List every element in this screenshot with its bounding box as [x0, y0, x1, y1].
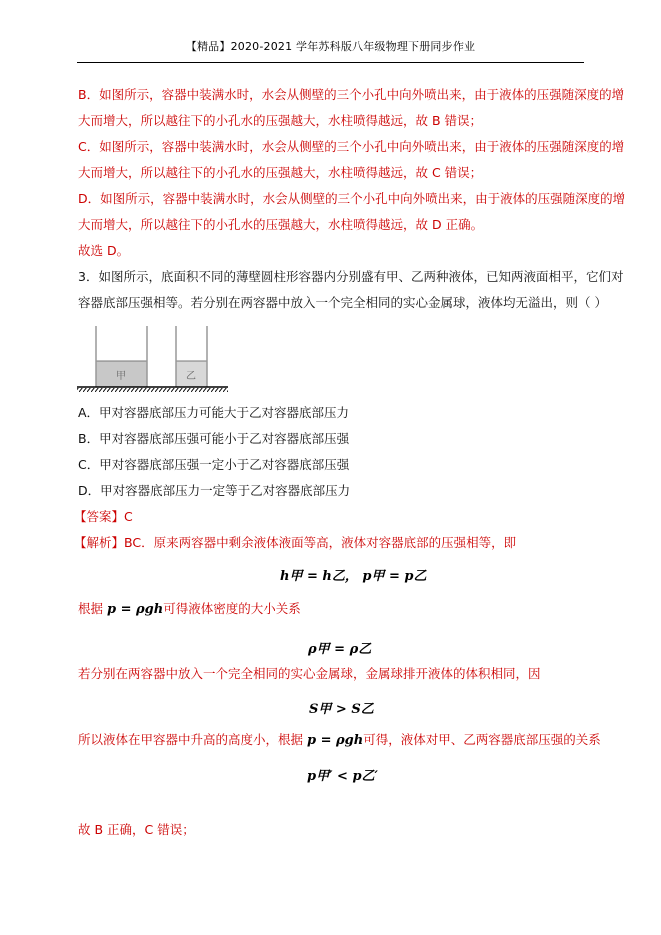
analysis-d-line2: 大而增大，所以越往下的小孔水的压强越大，水柱喷得越远，故 D 正确。 — [78, 217, 484, 232]
formula-new-pressures: p甲′ < p乙′ — [307, 769, 378, 784]
analysis-conclusion: 故选 D。 — [78, 243, 130, 258]
formula-pressure-inline-2: p = ρgh — [306, 733, 364, 748]
ground-hatch — [77, 388, 228, 392]
analysis-line1: BC．原来两容器中剩余液体液面等高，液体对容器底部的压强相等，即 — [124, 535, 517, 550]
analysis-row1 — [74, 535, 516, 551]
containers-diagram — [75, 322, 235, 394]
answer-label: 【答案】 — [74, 509, 125, 524]
analysis-line4-suffix: 可得，液体对甲、乙两容器底部压强的关系 — [363, 732, 601, 747]
formula-area: S甲 > S乙 — [309, 702, 374, 717]
analysis-c-line2: 大而增大，所以越往下的小孔水的压强越大，水柱喷得越远，故 C 错误； — [78, 165, 483, 180]
analysis-label: 【解析】 — [74, 535, 125, 550]
analysis-b-line1: B．如图所示，容器中装满水时，水会从侧壁的三个小孔中向外喷出来，由于液体的压强随深度的增 — [78, 87, 625, 102]
containers-figure — [75, 322, 235, 394]
formula-density: ρ甲 = ρ乙 — [308, 642, 372, 657]
analysis-row4 — [78, 732, 601, 749]
label-jia: 甲 — [116, 371, 126, 382]
analysis-row2 — [78, 601, 301, 618]
header-rule — [77, 62, 584, 63]
question-stem-line2: 容器底部压强相等。若分别在两容器中放入一个完全相同的实心金属球，液体均无溢出，则（ ） — [78, 295, 607, 310]
formula-pressure-inline-1: p = ρgh — [106, 602, 164, 617]
option-b: B．甲对容器底部压强可能小于乙对容器底部压强 — [78, 431, 350, 446]
answer-row — [74, 509, 133, 525]
analysis-line5: 故 B 正确，C 错误； — [78, 822, 195, 837]
label-yi: 乙 — [186, 371, 196, 382]
analysis-line4-prefix: 所以液体在甲容器中升高的高度小，根据 — [78, 732, 307, 747]
option-c: C．甲对容器底部压强一定小于乙对容器底部压强 — [78, 457, 350, 472]
answer-value: C — [124, 509, 133, 524]
option-d: D．甲对容器底部压力一定等于乙对容器底部压力 — [78, 483, 351, 498]
analysis-d-line1: D．如图所示，容器中装满水时，水会从侧壁的三个小孔中向外喷出来，由于液体的压强随深度的增 — [78, 191, 626, 206]
analysis-line3: 若分别在两容器中放入一个完全相同的实心金属球，金属球排开液体的体积相同，因 — [78, 666, 541, 681]
analysis-line2-prefix: 根据 — [78, 601, 107, 616]
option-a: A．甲对容器底部压力可能大于乙对容器底部压力 — [78, 405, 350, 420]
analysis-b-line2: 大而增大，所以越往下的小孔水的压强越大，水柱喷得越远，故 B 错误； — [78, 113, 483, 128]
analysis-c-line1: C．如图所示，容器中装满水时，水会从侧壁的三个小孔中向外喷出来，由于液体的压强随深度的增 — [78, 139, 625, 154]
formula-heights-pressures: h甲 = h乙， p甲 = p乙 — [280, 569, 427, 584]
question-stem-line1: 3．如图所示，底面积不同的薄壁圆柱形容器内分别盛有甲、乙两种液体，已知两液面相平，它们对 — [78, 269, 624, 284]
analysis-line2-suffix: 可得液体密度的大小关系 — [163, 601, 301, 616]
document-header: 【精品】2020-2021 学年苏科版八年级物理下册同步作业 — [185, 40, 476, 53]
